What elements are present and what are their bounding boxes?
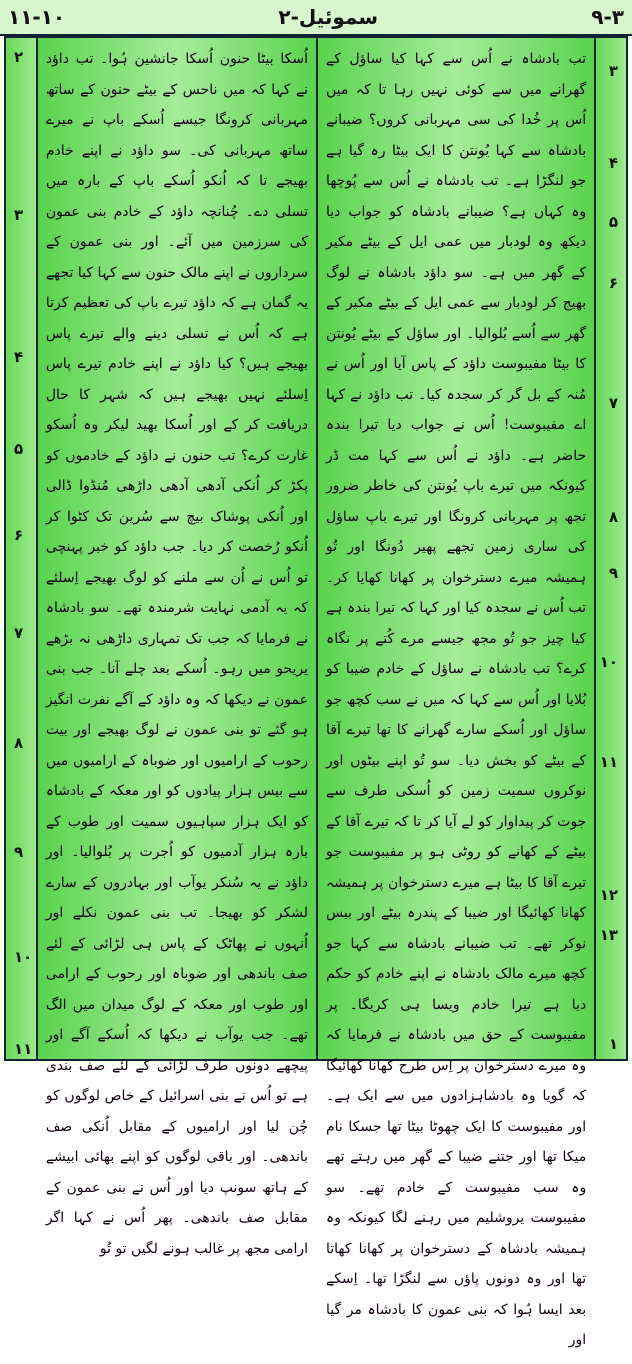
text-column-left — [36, 38, 316, 1257]
verse-text-left: اُسکا بیٹا حنون اُسکا جانشین ہُوا۔ تب داؤد نے کہا کہ میں ناحس کے بیٹے حنون کے ساتھ مہربانی کرونگا جیسے اُسکے باپ نے میرے ساتھ مہربانی کی۔ سو داؤد نے اپنے خادم بھیجے تا کہ اُنکو اُسکے باپ کے بارہ میں تسلی دے۔ چُنانچہ داؤد کے خادم بنی عمون کی سرزمین میں آئے۔ اور بنی عمون کے سرداروں نے اپنے مالک حنون سے کہا کیا تجھے یہ گمان ہے کہ داؤد تیرے باپ کی تعظیم کرتا ہے کہ اُس نے تسلی دینے والے تیرے پاس بھیجے ہیں؟ کیا داؤد نے اپنے خادم تیرے پاس اِسلئے نہیں بھیجے ہیں کہ شہر کا حال دریافت کر کے اور اُسکا بھید لیکر وہ اُسکو غارت کرے؟ تب حنون نے داؤد کے خادموں کو پکڑ کر اُنکی آدھی آدھی داڑھی مُنڈوا ڈالی اور اُنکی پوشاک بیچ سے سُرین تک کٹوا کر اُنکو رُخصت کر دیا۔ جب داؤد کو خبر پہنچی تو اُس نے اُن سے ملنے کو لوگ بھیجے اِسلئے کہ یہ آدمی نہایت شرمندہ تھے۔ سو بادشاہ نے فرمایا کہ جب تک تمہاری داڑھی نہ بڑھے یریحو میں رہو۔ اُسکے بعد چلے آنا۔ جب بنی عمون نے دیکھا کہ وہ داؤد کے آگے نفرت انگیز ہو گئے تو بنی عمون نے لوگ بھیجے اور بیت رحوب کے ارامیوں اور ضوباہ کے ارامیوں میں سے بیس ہزار پیادوں کو اور معکہ کے بادشاہ کو ایک ہزار سپاہیوں سمیت اور طوب کے بارہ ہزار آدمیوں کو اُجرت پر بُلوالیا۔ اور داؤد نے یہ سُنکر یوآب اور بہادروں کے سارے لشکر کو بھیجا۔ تب بنی عمون نکلے اور اُنہوں نے پھاٹک کے پاس ہی لڑائی کے لئے صف باندھی اور ضوباہ اور رحوب کے ارامی اور طوب اور معکہ کے لوگ میدان میں الگ تھے۔ جب یوآب نے دیکھا کہ اُسکے آگے اور پیچھے دونوں طرف لڑائی کے لئے صف بندی ہے تو اُس نے بنی اسرائیل کے خاص لوگوں کو چُن لیا اور ارامیوں کے مقابل اُنکی صف باندھی۔ اور باقی لوگوں کو اپنے بھائی ابیشے کے ہاتھ سونپ دیا اور اُس نے بنی عمون کے مقابل صف باندھی۔ پھر اُس نے کہا اگر ارامی مجھ پر غالب ہونے لگیں تو تُو — [45, 51, 308, 1257]
verse-number: ۱۱ — [14, 1040, 33, 1058]
verse-number: ۹ — [14, 843, 24, 861]
verse-number: ۹ — [608, 564, 619, 582]
verse-number: ۴ — [14, 348, 24, 366]
chapter-range-left: ۱۱-۱۰ — [8, 5, 66, 29]
verse-number: ۱ — [608, 1035, 619, 1053]
verse-number: ۱۰ — [599, 653, 619, 671]
verse-number: ۷ — [14, 624, 24, 642]
text-frame — [4, 36, 628, 1348]
text-column-right — [316, 38, 596, 1348]
chapter-range-right: ۹-۳ — [591, 5, 624, 29]
verse-number: ۲ — [14, 48, 24, 66]
page-header — [0, 0, 632, 36]
verse-number: ۱۲ — [599, 886, 619, 904]
verse-number: ۵ — [608, 213, 619, 231]
verse-number: ۳ — [14, 206, 24, 224]
verse-number: ۸ — [608, 508, 619, 526]
verse-number: ۴ — [608, 154, 619, 172]
verse-text-right: تب بادشاہ نے اُس سے کہا کیا ساؤل کے گھرانے میں سے کوئی نہیں رہا تا کہ میں اُس پر خُدا کی سی مہربانی کروں؟ ضیبانے بادشاہ سے کہا یُونتن کا ایک بیٹا رہ گیا ہے جو لنگڑا ہے۔ تب بادشاہ نے اُس سے پُوچھا وہ کہاں ہے؟ ضیبانے بادشاہ کو جواب دیا دیکھ وہ لودبار میں عمی ایل کے بیٹے مکیر کے گھر میں ہے۔ سو داؤد بادشاہ نے لوگ بھیج کر لودبار سے عمی ایل کے بیٹے مکیر کے گھر سے اُسے بُلوالیا۔ اور ساؤل کے بیٹے یُونتن کا بیٹا مفیبوست داؤد کے پاس آیا اور اُس نے مُنہ کے بل گر کر سجدہ کیا۔ تب داؤد نے کہا اے مفیبوست! اُس نے جواب دیا تیرا بندہ حاضر ہے۔ داؤد نے اُس سے کہا مت ڈر کیونکہ میں تیرے باپ یُونتن کی خاطر ضرور تجھ پر مہربانی کرونگا اور تیرے باپ ساؤل کی ساری زمین تجھے پھیر دُونگا اور تُو ہمیشہ میرے دسترخوان پر کھانا کھایا کر۔ تب اُس نے سجدہ کیا اور کہا کہ تیرا بندہ ہے کیا چیز جو تُو مجھ جیسے مرے کُتے پر نگاہ کرے؟ تب بادشاہ نے ساؤل کے خادم ضیبا کو بُلایا اور اُس سے کہا کہ میں نے سب کچھ جو ساؤل اور اُسکے سارے گھرانے کا تھا تیرے آقا کے بیٹے کو بخش دیا۔ سو تُو اپنے بیٹوں اور نوکروں سمیت زمین کو اُسکی طرف سے جوت کر پیداوار کو لے آیا کر تا کہ تیرے آقا کے بیٹے کے کھانے کو روٹی ہو پر مفیبوست جو تیرے آقا کا بیٹا ہے میرے دسترخوان پر ہمیشہ کھانا کھائیگا اور ضیبا کے پندرہ بیٹے اور بیس نوکر تھے۔ تب ضیبانے بادشاہ سے کہا جو کچھ میرے مالک بادشاہ نے اپنے خادم کو حکم دیا ہے تیرا خادم ویسا ہی کریگا۔ پر مفیبوست کے حق میں بادشاہ نے فرمایا کہ وہ میرے دسترخوان پر اِس طرح کھانا کھائیگا کہ گویا وہ بادشاہزادوں میں سے ایک ہے۔ اور مفیبوست کا ایک چھوٹا بیٹا تھا جسکا نام میکا تھا اور جتنے ضیبا کے گھر میں رہتے تھے وہ سب مفیبوست کے خادم تھے۔ سو مفیبوست یروشلیم میں رہنے لگا کیونکہ وہ ہمیشہ بادشاہ کے دسترخوان پر کھانا کھاتا تھا اور وہ دونوں پاؤں سے لنگڑا تھا۔ اِسکے بعد ایسا ہُوا کہ بنی عمون کا بادشاہ مر گیا اور — [326, 51, 587, 1348]
right-verse-margin — [596, 38, 626, 1059]
verse-number: ۱۳ — [599, 926, 619, 944]
verse-number: ۱۱ — [599, 753, 619, 771]
verse-number: ۶ — [14, 526, 24, 544]
verse-number: ۶ — [608, 274, 619, 292]
verse-number: ۳ — [608, 62, 619, 80]
verse-number: ۱۰ — [14, 948, 33, 966]
verse-number: ۷ — [608, 394, 619, 412]
left-verse-margin — [6, 38, 36, 1059]
book-title: ۲-سموئیل — [278, 5, 379, 29]
verse-number: ۵ — [14, 440, 24, 458]
verse-number: ۸ — [14, 734, 24, 752]
